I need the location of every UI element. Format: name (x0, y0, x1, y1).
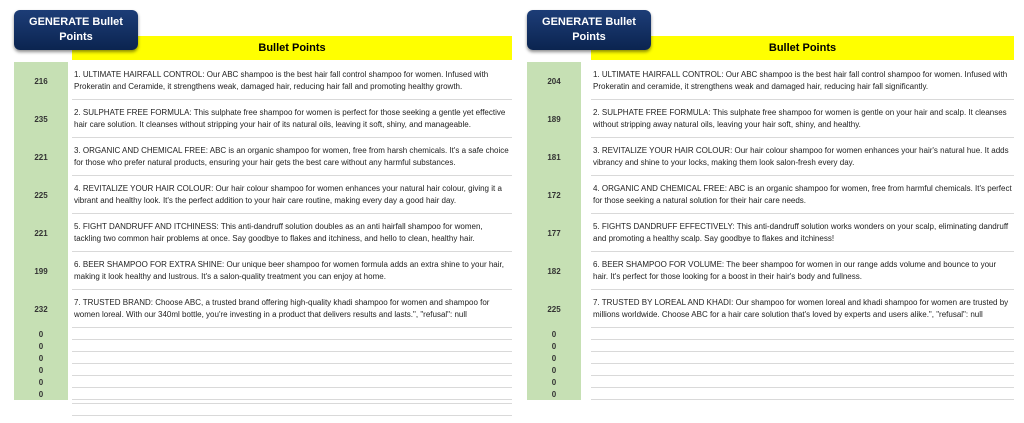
table-row (527, 376, 1014, 388)
right-panel (527, 0, 1014, 423)
table-row (527, 100, 1014, 138)
table-row (527, 290, 1014, 328)
character-count-cell[interactable]: 199 (14, 252, 68, 290)
table-row (527, 352, 1014, 364)
generate-bullet-points-button[interactable]: GENERATE Bullet Points (14, 10, 138, 50)
bullet-text-cell[interactable] (72, 328, 512, 340)
character-count-cell[interactable]: 225 (14, 176, 68, 214)
left-panel (14, 0, 512, 423)
table-row (527, 340, 1014, 352)
bullet-text-cell[interactable] (591, 388, 1014, 400)
character-count-cell[interactable]: 182 (527, 252, 581, 290)
bullet-text-cell[interactable]: 4. REVITALIZE YOUR HAIR COLOUR: Our hair colour shampoo for women enhances your natural hair colour, giving it a vibrant and healthy look. It's the perfect addition to your hair care routine, making every day a good hair day. (72, 176, 512, 214)
table-row (14, 352, 512, 364)
bullet-text-cell[interactable] (591, 364, 1014, 376)
bullet-text-cell[interactable] (591, 340, 1014, 352)
character-count-cell[interactable]: 0 (14, 388, 68, 400)
bullet-text-cell[interactable] (72, 352, 512, 364)
bullet-text-cell[interactable] (591, 352, 1014, 364)
character-count-cell[interactable]: 0 (527, 364, 581, 376)
table-row (14, 214, 512, 252)
grid-line (72, 403, 512, 404)
table-row (14, 364, 512, 376)
bullet-text-cell[interactable]: 4. ORGANIC AND CHEMICAL FREE: ABC is an organic shampoo for women, free from harmful chemicals. It's perfect for those seeking a natural solution for their hair care needs. (591, 176, 1014, 214)
bullet-text-cell[interactable]: 5. FIGHTS DANDRUFF EFFECTIVELY: This anti-dandruff solution works wonders on your scalp, eliminating dandruff and promoting a healthy scalp. Say goodbye to flakes and itchiness! (591, 214, 1014, 252)
bullet-text-cell[interactable]: 2. SULPHATE FREE FORMULA: This sulphate free shampoo for women is gentle on your hair and scalp. It cleanses without stripping away natural oils, leaving your hair soft, shiny, and healthy. (591, 100, 1014, 138)
table-row (14, 100, 512, 138)
bullet-text-cell[interactable] (72, 364, 512, 376)
grid-line (72, 415, 512, 416)
bullet-text-cell[interactable]: 7. TRUSTED BRAND: Choose ABC, a trusted brand offering high-quality khadi shampoo for women and shampoo for women loreal. With our 340ml bottle, you're investing in a product that delivers results and lasts.", "refusal": null (72, 290, 512, 328)
bullet-text-cell[interactable]: 3. REVITALIZE YOUR HAIR COLOUR: Our hair colour shampoo for women enhances your hair's natural hue. It adds vibrancy and shine to your locks, making them look salon-fresh every day. (591, 138, 1014, 176)
bullet-text-cell[interactable]: 1. ULTIMATE HAIRFALL CONTROL: Our ABC shampoo is the best hair fall control shampoo for women. Infused with Prokeratin and Ceramide, it strengthens weak, damaged hair, reducing hair fall and promoting healthy growth. (72, 62, 512, 100)
bullet-text-cell[interactable]: 2. SULPHATE FREE FORMULA: This sulphate free shampoo for women is perfect for those seeking a gentle yet effective hair care solution. It cleanses without stripping your hair of its natural oils, leaving it soft, shiny, and manageable. (72, 100, 512, 138)
bullet-text-cell[interactable] (591, 376, 1014, 388)
character-count-cell[interactable]: 181 (527, 138, 581, 176)
bullet-text-cell[interactable] (72, 340, 512, 352)
character-count-cell[interactable]: 172 (527, 176, 581, 214)
character-count-cell[interactable]: 204 (527, 62, 581, 100)
bullet-text-cell[interactable]: 6. BEER SHAMPOO FOR EXTRA SHINE: Our unique beer shampoo for women formula adds an extra shine to your hair, making it look healthy and lustrous. It's a salon-quality treatment you can enjoy at home. (72, 252, 512, 290)
table-row (14, 376, 512, 388)
character-count-cell[interactable]: 232 (14, 290, 68, 328)
character-count-cell[interactable]: 0 (14, 352, 68, 364)
character-count-cell[interactable]: 0 (14, 340, 68, 352)
character-count-cell[interactable]: 0 (14, 364, 68, 376)
character-count-cell[interactable]: 225 (527, 290, 581, 328)
character-count-cell[interactable]: 0 (527, 388, 581, 400)
table-row (527, 62, 1014, 100)
table-row (527, 364, 1014, 376)
table-row (14, 340, 512, 352)
character-count-cell[interactable]: 0 (14, 328, 68, 340)
bullet-text-cell[interactable]: 3. ORGANIC AND CHEMICAL FREE: ABC is an organic shampoo for women, free from harsh chemicals. It's a safe choice for those who prefer natural products, ensuring your hair gets the best care without any harmful substances. (72, 138, 512, 176)
table-row (527, 252, 1014, 290)
table-row (527, 328, 1014, 340)
table-row (14, 62, 512, 100)
bullet-text-cell[interactable] (72, 376, 512, 388)
character-count-cell[interactable]: 0 (527, 376, 581, 388)
character-count-cell[interactable]: 216 (14, 62, 68, 100)
bullet-text-cell[interactable] (591, 328, 1014, 340)
bullet-text-cell[interactable]: 5. FIGHT DANDRUFF AND ITCHINESS: This anti-dandruff solution doubles as an anti hairfall shampoo for women, tackling two common hair problems at once. Say goodbye to flakes and itchiness, and hello to clean, healthy hair. (72, 214, 512, 252)
bullet-points-header: Bullet Points (591, 36, 1014, 60)
character-count-cell[interactable]: 177 (527, 214, 581, 252)
bullet-text-cell[interactable] (72, 388, 512, 400)
character-count-cell[interactable]: 0 (527, 352, 581, 364)
character-count-cell[interactable]: 0 (527, 328, 581, 340)
character-count-cell[interactable]: 0 (14, 376, 68, 388)
bullet-text-cell[interactable]: 6. BEER SHAMPOO FOR VOLUME: The beer shampoo for women in our range adds volume and bounce to your hair. It's perfect for those looking for a boost in their hair's body and fullness. (591, 252, 1014, 290)
character-count-cell[interactable]: 221 (14, 214, 68, 252)
character-count-cell[interactable]: 221 (14, 138, 68, 176)
generate-bullet-points-button[interactable]: GENERATE Bullet Points (527, 10, 651, 50)
character-count-cell[interactable]: 189 (527, 100, 581, 138)
table-row (14, 252, 512, 290)
bullet-text-cell[interactable]: 7. TRUSTED BY LOREAL AND KHADI: Our shampoo for women loreal and khadi shampoo for women are trusted by millions worldwide. Choose ABC for a hair care solution that's loved by experts and users alike.", "refusal": null (591, 290, 1014, 328)
bullet-points-header: Bullet Points (72, 36, 512, 60)
table-row (527, 176, 1014, 214)
character-count-cell[interactable]: 235 (14, 100, 68, 138)
table-row (14, 138, 512, 176)
table-row (14, 328, 512, 340)
character-count-cell[interactable]: 0 (527, 340, 581, 352)
table-row (527, 388, 1014, 400)
table-row (14, 388, 512, 400)
table-row (14, 176, 512, 214)
table-row (527, 214, 1014, 252)
table-row (14, 290, 512, 328)
bullet-text-cell[interactable]: 1. ULTIMATE HAIRFALL CONTROL: Our ABC shampoo is the best hair fall control shampoo for women. Infused with Prokeratin and ceramide, it strengthens weak and damaged hair, reducing hair fall significantly. (591, 62, 1014, 100)
table-row (527, 138, 1014, 176)
